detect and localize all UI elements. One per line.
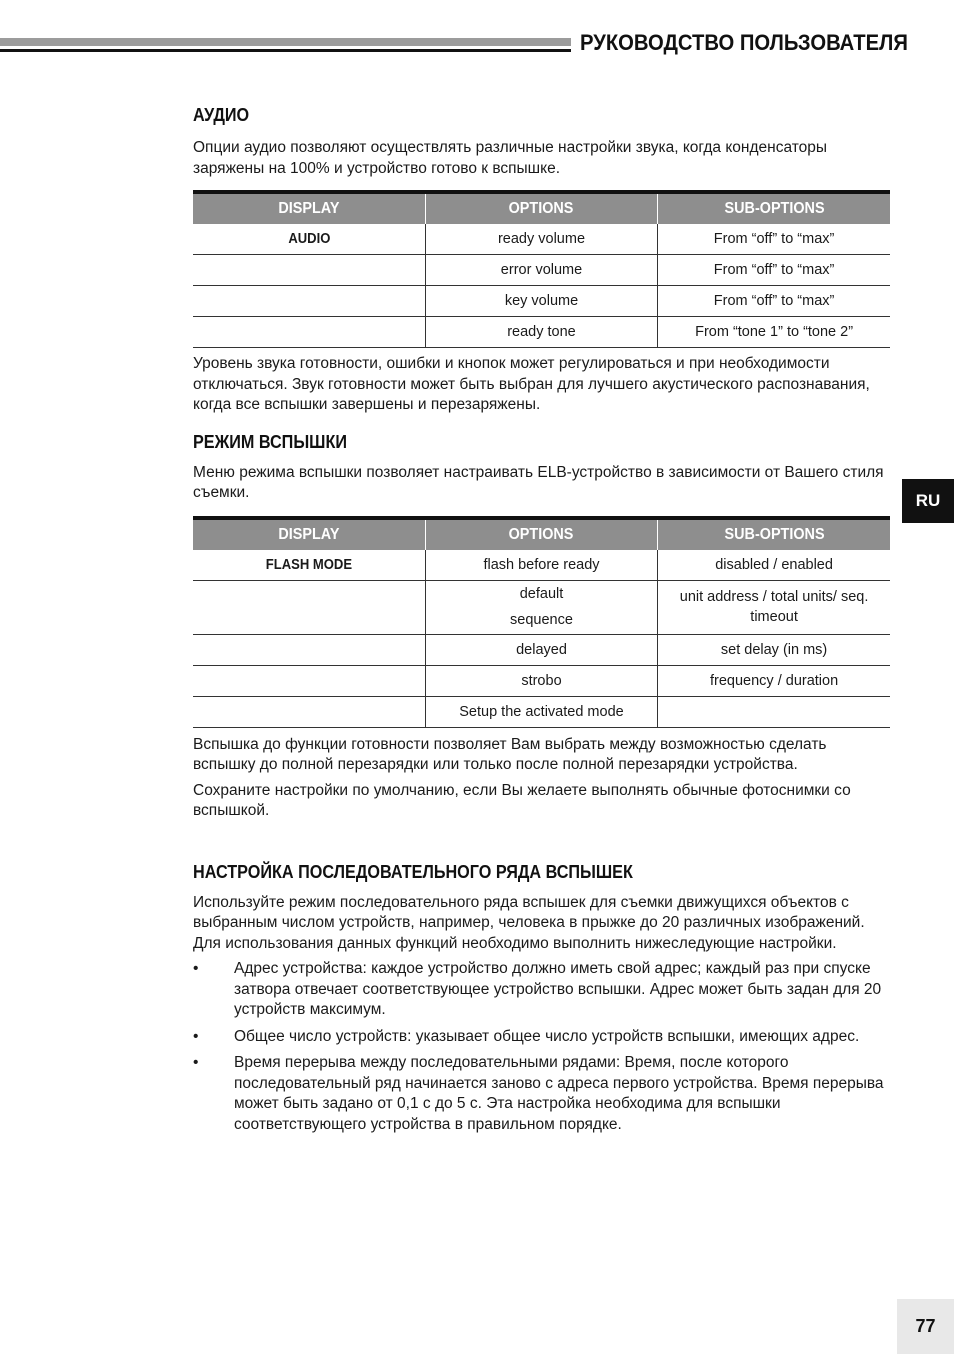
table-row xyxy=(193,224,890,255)
table-header-row xyxy=(193,192,890,224)
table-row xyxy=(193,665,890,696)
list-item-text: Общее число устройств: указывает общее число устройств вспышки, имеющих адрес. xyxy=(234,1027,860,1045)
language-tab: RU xyxy=(902,479,954,523)
sub-option-cell: From “off” to “max” xyxy=(658,224,890,255)
list-item xyxy=(193,959,890,1021)
table-row xyxy=(193,286,890,317)
option-cell: ready volume xyxy=(425,224,657,255)
column-header-sub-options: SUB-OPTIONS xyxy=(658,192,890,224)
section-heading-audio: АУДИО xyxy=(193,105,250,125)
option-cell: error volume xyxy=(425,255,657,286)
option-default: default xyxy=(519,586,564,602)
display-cell xyxy=(193,317,425,348)
list-item xyxy=(193,1027,890,1048)
column-header-sub-options: SUB-OPTIONS xyxy=(658,518,890,550)
list-item-text: Время перерыва между последовательными рядами: Время, после которого последовательный ряд начинается заново с адреса первого устройства. Время перерыва может быть задано от 0,1 с до 5 с. Эта настройка необходима для вспышки соответствующего устройства в правильном порядке. xyxy=(234,1054,884,1133)
sub-option-cell: From “tone 1” to “tone 2” xyxy=(658,317,890,348)
table-row xyxy=(193,696,890,727)
audio-table xyxy=(193,190,890,348)
display-cell xyxy=(193,255,425,286)
display-cell xyxy=(193,286,425,317)
sub-option-cell xyxy=(658,696,890,727)
section-heading-flash-mode: РЕЖИМ ВСПЫШКИ xyxy=(193,431,347,452)
option-cell: Setup the activated mode xyxy=(425,696,657,727)
sub-option-cell: From “off” to “max” xyxy=(658,255,890,286)
header-bar-black xyxy=(0,49,571,52)
header-bar-gray xyxy=(0,38,571,46)
option-cell xyxy=(425,580,657,634)
sub-option-cell: From “off” to “max” xyxy=(658,286,890,317)
display-cell xyxy=(193,580,425,634)
audio-description: Уровень звука готовности, ошибки и кнопок может регулироваться и при необходимости отключаться. Звук готовности может быть выбран для лучшего акустического распознавания, когда все вспышки завершены и перезаряжены. xyxy=(193,355,870,413)
sub-option-cell: frequency / duration xyxy=(658,665,890,696)
flash-intro: Меню режима вспышки позволяет настраивать ELB-устройство в зависимости от Вашего стиля съемки. xyxy=(193,463,884,501)
list-item-text: Адрес устройства: каждое устройство должно иметь свой адрес; каждый раз при спуске затвора отвечает соответствующее устройство вспышки. Адрес может быть задан для 20 устройств максимум. xyxy=(234,960,882,1018)
table-row xyxy=(193,580,890,634)
sub-option-cell: disabled / enabled xyxy=(658,550,890,581)
section-heading-sequence: НАСТРОЙКА ПОСЛЕДОВАТЕЛЬНОГО РЯДА ВСПЫШЕК xyxy=(193,861,633,882)
list-item xyxy=(193,1053,890,1135)
sequence-intro: Используйте режим последовательного ряда вспышек для съемки движущихся объектов с выбранным числом устройств, например, человека в прыжке до 20 различных изображений. Для использования данных функций необходимо выполнить нижеследующие настройки. xyxy=(193,893,865,952)
display-cell: FLASH MODE xyxy=(193,550,425,581)
page-content xyxy=(193,103,890,1141)
option-sequence: sequence xyxy=(510,612,573,628)
option-cell: key volume xyxy=(425,286,657,317)
page-number: 77 xyxy=(897,1299,954,1354)
column-header-options: OPTIONS xyxy=(425,518,657,550)
sequence-settings-list xyxy=(193,959,890,1135)
column-header-options: OPTIONS xyxy=(425,192,657,224)
bullet-marker: • xyxy=(193,960,199,977)
table-row xyxy=(193,255,890,286)
table-row xyxy=(193,550,890,581)
page-header-title: РУКОВОДСТВО ПОЛЬЗОВАТЕЛЯ xyxy=(580,30,908,55)
audio-intro: Опции аудио позволяют осуществлять различные настройки звука, когда конденсаторы заряжены на 100% и устройство готово к вспышке. xyxy=(193,139,828,177)
table-header-row xyxy=(193,518,890,550)
table-row xyxy=(193,317,890,348)
option-cell: flash before ready xyxy=(425,550,657,581)
flash-mode-table xyxy=(193,516,890,728)
option-cell: ready tone xyxy=(425,317,657,348)
flash-description-1: Вспышка до функции готовности позволяет Вам выбрать между возможностью сделать вспышку до полной перезарядки или только после полной перезарядки устройства. xyxy=(193,735,827,773)
display-cell xyxy=(193,696,425,727)
display-cell: AUDIO xyxy=(193,224,425,255)
column-header-display: DISPLAY xyxy=(193,518,425,550)
display-cell xyxy=(193,634,425,665)
column-header-display: DISPLAY xyxy=(193,192,425,224)
bullet-marker: • xyxy=(193,1054,199,1071)
bullet-marker: • xyxy=(193,1027,199,1045)
display-cell xyxy=(193,665,425,696)
option-cell: strobo xyxy=(425,665,657,696)
table-row xyxy=(193,634,890,665)
sub-option-cell: unit address / total units/ seq. timeout xyxy=(658,580,890,634)
option-cell: delayed xyxy=(425,634,657,665)
flash-description-2: Сохраните настройки по умолчанию, если Вы желаете выполнять обычные фотоснимки со вспышкой. xyxy=(193,781,851,819)
sub-option-cell: set delay (in ms) xyxy=(658,634,890,665)
